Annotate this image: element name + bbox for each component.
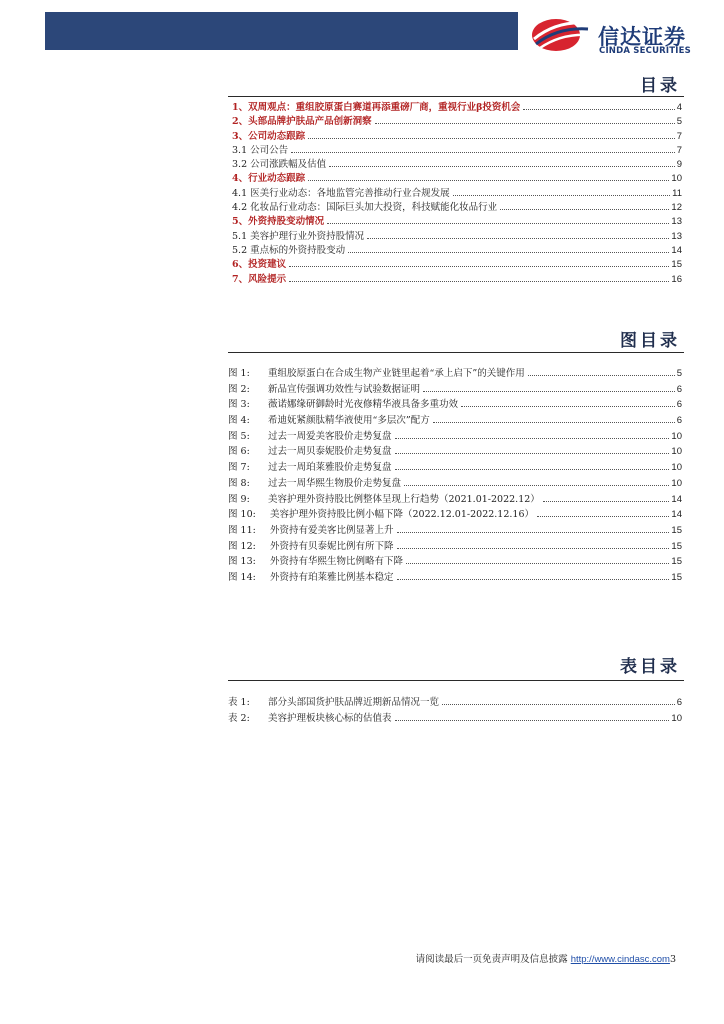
toc-entry-text: 3.2 公司涨跌幅及估值 bbox=[232, 159, 327, 171]
figure-entry-page: 6 bbox=[676, 383, 682, 395]
toc-leader bbox=[308, 138, 675, 139]
figure-entry-label: 图 2: bbox=[228, 383, 250, 395]
toc-entry-page: 9 bbox=[676, 159, 682, 171]
toc-entry[interactable] bbox=[232, 130, 682, 144]
figure-entry-text bbox=[228, 476, 401, 492]
toc-entry-text: 3.1 公司公告 bbox=[232, 144, 289, 156]
cinda-logo bbox=[528, 13, 708, 57]
toc-leader bbox=[442, 704, 675, 705]
figure-entry[interactable] bbox=[228, 444, 682, 460]
toc-entry-text: 5.1 美容护理行业外资持股情况 bbox=[232, 230, 365, 242]
header-band bbox=[45, 12, 518, 50]
figure-entry-text bbox=[228, 444, 392, 460]
figure-entry-label: 图 6: bbox=[228, 446, 250, 458]
figure-entry[interactable] bbox=[228, 366, 682, 382]
figure-entry[interactable] bbox=[228, 429, 682, 445]
figure-entry-title: 重组胶原蛋白在合成生物产业链里起着“承上启下”的关键作用 bbox=[268, 368, 525, 379]
toc-title: 目录 bbox=[640, 76, 680, 96]
figure-entry-title: 过去一周华熙生物股价走势复盘 bbox=[268, 477, 402, 489]
toc-entry-text: 4.1 医美行业动态：各地监管完善推动行业合规发展 bbox=[232, 187, 450, 199]
figure-entry-label: 图 14: bbox=[228, 571, 256, 583]
figure-entry[interactable] bbox=[228, 554, 682, 570]
toc-entry-page: 4 bbox=[676, 102, 682, 113]
table-entry-text bbox=[228, 711, 392, 727]
figure-entry-text bbox=[228, 397, 458, 413]
logo-chinese-name: 信达证券 bbox=[598, 25, 686, 49]
toc-leader bbox=[433, 422, 675, 423]
table-entry[interactable] bbox=[228, 695, 682, 711]
toc-leader bbox=[367, 238, 669, 239]
toc-entry-text: 3、公司动态跟踪 bbox=[232, 130, 306, 142]
toc-entry[interactable] bbox=[232, 258, 682, 272]
toc-entry-text: 5、外资持股变动情况 bbox=[232, 216, 325, 228]
figure-entry-title: 美容护理外资持股比例小幅下降（2022.12.01-2022.12.16） bbox=[270, 509, 534, 521]
figure-entry-text bbox=[228, 382, 420, 398]
toc-entry-page: 15 bbox=[671, 259, 682, 271]
figure-entry-label: 图 9: bbox=[228, 493, 250, 505]
toc-rule bbox=[228, 96, 684, 97]
toc-leader bbox=[397, 579, 670, 580]
toc-entry-page: 12 bbox=[671, 202, 682, 214]
figure-entry-title: 薇诺娜缘研御龄时光夜修精华液具备多重功效 bbox=[268, 399, 459, 411]
figure-entry-title: 外资持有贝泰妮比例有所下降 bbox=[270, 540, 394, 552]
toc-entry[interactable] bbox=[232, 215, 682, 229]
figure-entry-text bbox=[228, 366, 525, 382]
table-entry-title: 美容护理板块核心标的估值表 bbox=[268, 712, 392, 724]
figure-entry-text bbox=[228, 554, 403, 570]
footer bbox=[416, 951, 676, 965]
figures-list bbox=[228, 366, 682, 586]
toc-entry-text: 2、头部品牌护肤品产品创新洞察 bbox=[232, 116, 372, 128]
toc-entry-text: 4.2 化妆品行业动态：国际巨头加大投资，科技赋能化妆品行业 bbox=[232, 202, 498, 214]
table-entry[interactable] bbox=[228, 711, 682, 727]
table-entry-text bbox=[228, 695, 439, 711]
toc-entry-text: 5.2 重点标的外资持股变动 bbox=[232, 244, 346, 256]
figure-entry-title: 过去一周珀莱雅股价走势复盘 bbox=[268, 462, 392, 474]
figure-entry-label: 图 4: bbox=[228, 415, 250, 427]
figure-entry-text bbox=[228, 413, 430, 429]
toc-leader bbox=[395, 438, 670, 439]
toc-leader bbox=[308, 180, 669, 181]
figure-entry[interactable] bbox=[228, 570, 682, 586]
toc-entry[interactable] bbox=[232, 230, 682, 244]
figure-entry-text bbox=[228, 492, 540, 508]
figures-rule bbox=[228, 352, 684, 353]
table-entry-label: 表 2: bbox=[228, 712, 250, 724]
figure-entry-text bbox=[228, 539, 394, 555]
figures-title: 图目录 bbox=[620, 331, 680, 351]
footer-link[interactable]: http://www.cindasc.com bbox=[570, 954, 670, 965]
figure-entry[interactable] bbox=[228, 507, 682, 523]
toc-entry-page: 7 bbox=[676, 130, 682, 142]
figure-entry-page: 10 bbox=[671, 477, 682, 489]
toc-leader bbox=[423, 391, 675, 392]
toc-entry[interactable] bbox=[232, 101, 682, 115]
figure-entry-label: 图 10: bbox=[228, 509, 256, 521]
toc-entry-page: 13 bbox=[671, 230, 682, 242]
toc-leader bbox=[289, 281, 669, 282]
toc-entry-page: 14 bbox=[671, 244, 682, 256]
toc-entry[interactable] bbox=[232, 172, 682, 186]
table-entry-label: 表 1: bbox=[228, 697, 250, 708]
toc-entry-page: 10 bbox=[671, 173, 682, 185]
figure-entry-page: 15 bbox=[671, 571, 682, 583]
toc-entry-text: 7、风险提示 bbox=[232, 273, 287, 285]
figure-entry[interactable] bbox=[228, 539, 682, 555]
toc-entry-page: 11 bbox=[672, 187, 682, 199]
figure-entry-title: 希迪妩紧颜肽精华液使用“多层次”配方 bbox=[268, 415, 430, 427]
toc-leader bbox=[395, 453, 670, 454]
figure-entry-title: 美容护理外资持股比例整体呈现上行趋势（2021.01-2022.12） bbox=[268, 493, 540, 505]
figure-entry-text bbox=[228, 429, 392, 445]
toc-entry-page: 16 bbox=[671, 273, 682, 285]
toc-leader bbox=[523, 109, 674, 110]
figure-entry-page: 10 bbox=[671, 446, 682, 458]
toc-list bbox=[232, 101, 682, 287]
toc-entry-text: 4、行业动态跟踪 bbox=[232, 173, 306, 185]
figure-entry-title: 过去一周爱美客股价走势复盘 bbox=[268, 430, 392, 442]
figure-entry-text bbox=[228, 507, 534, 523]
toc-leader bbox=[528, 375, 675, 376]
footer-disclaimer: 请阅读最后一页免责声明及信息披露 bbox=[415, 954, 568, 965]
toc-entry-page: 13 bbox=[671, 216, 682, 228]
figure-entry-page: 6 bbox=[676, 415, 682, 427]
figure-entry-title: 外资持有华熙生物比例略有下降 bbox=[270, 556, 404, 568]
figure-entry-text bbox=[228, 460, 392, 476]
figure-entry-page: 5 bbox=[676, 368, 682, 379]
figure-entry-title: 外资持有珀莱雅比例基本稳定 bbox=[270, 571, 394, 583]
figure-entry-label: 图 3: bbox=[228, 399, 250, 411]
toc-leader bbox=[395, 720, 670, 721]
toc-leader bbox=[406, 563, 669, 564]
toc-entry[interactable] bbox=[232, 115, 682, 129]
toc-leader bbox=[543, 501, 670, 502]
table-entry-page: 10 bbox=[671, 712, 682, 724]
toc-leader bbox=[375, 123, 675, 124]
figure-entry-label: 图 1: bbox=[228, 368, 250, 379]
figure-entry[interactable] bbox=[228, 382, 682, 398]
figure-entry-page: 6 bbox=[676, 399, 682, 411]
figure-entry-label: 图 7: bbox=[228, 462, 250, 474]
toc-entry-page: 5 bbox=[676, 116, 682, 128]
toc-entry-text: 1、双周观点：重组胶原蛋白赛道再添重磅厂商，重视行业β投资机会 bbox=[232, 102, 521, 113]
tables-rule bbox=[228, 680, 684, 681]
toc-entry[interactable] bbox=[232, 201, 682, 215]
figure-entry-page: 15 bbox=[671, 524, 682, 536]
toc-entry[interactable] bbox=[232, 273, 682, 287]
figure-entry-label: 图 11: bbox=[228, 524, 256, 536]
figure-entry-page: 14 bbox=[671, 509, 682, 521]
figure-entry-label: 图 13: bbox=[228, 556, 256, 568]
toc-leader bbox=[500, 209, 669, 210]
figure-entry-page: 15 bbox=[671, 556, 682, 568]
figure-entry-title: 过去一周贝泰妮股价走势复盘 bbox=[268, 446, 392, 458]
figure-entry-page: 15 bbox=[671, 540, 682, 552]
figure-entry-text bbox=[228, 523, 394, 539]
toc-leader bbox=[348, 252, 669, 253]
figure-entry[interactable] bbox=[228, 413, 682, 429]
figure-entry-page: 14 bbox=[671, 493, 682, 505]
figure-entry-title: 外资持有爱美客比例显著上升 bbox=[270, 524, 394, 536]
toc-leader bbox=[397, 548, 670, 549]
toc-leader bbox=[289, 266, 669, 267]
toc-leader bbox=[327, 223, 669, 224]
table-entry-page: 6 bbox=[676, 697, 682, 708]
figure-entry[interactable] bbox=[228, 476, 682, 492]
figure-entry-label: 图 5: bbox=[228, 430, 250, 442]
toc-leader bbox=[453, 195, 670, 196]
figure-entry[interactable] bbox=[228, 523, 682, 539]
toc-entry-page: 7 bbox=[676, 144, 682, 156]
toc-leader bbox=[461, 406, 675, 407]
table-entry-title: 部分头部国货护肤品牌近期新品情况一览 bbox=[268, 697, 440, 708]
figure-entry-text bbox=[228, 570, 394, 586]
toc-leader bbox=[291, 152, 675, 153]
tables-title: 表目录 bbox=[620, 657, 680, 677]
figure-entry[interactable] bbox=[228, 460, 682, 476]
toc-leader bbox=[404, 485, 669, 486]
toc-leader bbox=[329, 166, 675, 167]
figure-entry[interactable] bbox=[228, 492, 682, 508]
logo-english-name: CINDA SECURITIES bbox=[599, 46, 691, 56]
footer-page-number: 3 bbox=[669, 954, 676, 965]
toc-entry[interactable] bbox=[232, 187, 682, 201]
toc-entry[interactable] bbox=[232, 144, 682, 158]
figure-entry-label: 图 12: bbox=[228, 540, 256, 552]
cinda-logo-icon bbox=[528, 13, 594, 57]
figure-entry[interactable] bbox=[228, 397, 682, 413]
figure-entry-page: 10 bbox=[671, 430, 682, 442]
toc-leader bbox=[395, 469, 670, 470]
toc-entry[interactable] bbox=[232, 158, 682, 172]
toc-leader bbox=[537, 516, 669, 517]
toc-leader bbox=[397, 532, 670, 533]
tables-list bbox=[228, 695, 682, 726]
figure-entry-title: 新品宣传强调功效性与试验数据证明 bbox=[268, 383, 421, 395]
figure-entry-page: 10 bbox=[671, 462, 682, 474]
toc-entry-text: 6、投资建议 bbox=[232, 259, 287, 271]
toc-entry[interactable] bbox=[232, 244, 682, 258]
figure-entry-label: 图 8: bbox=[228, 477, 250, 489]
